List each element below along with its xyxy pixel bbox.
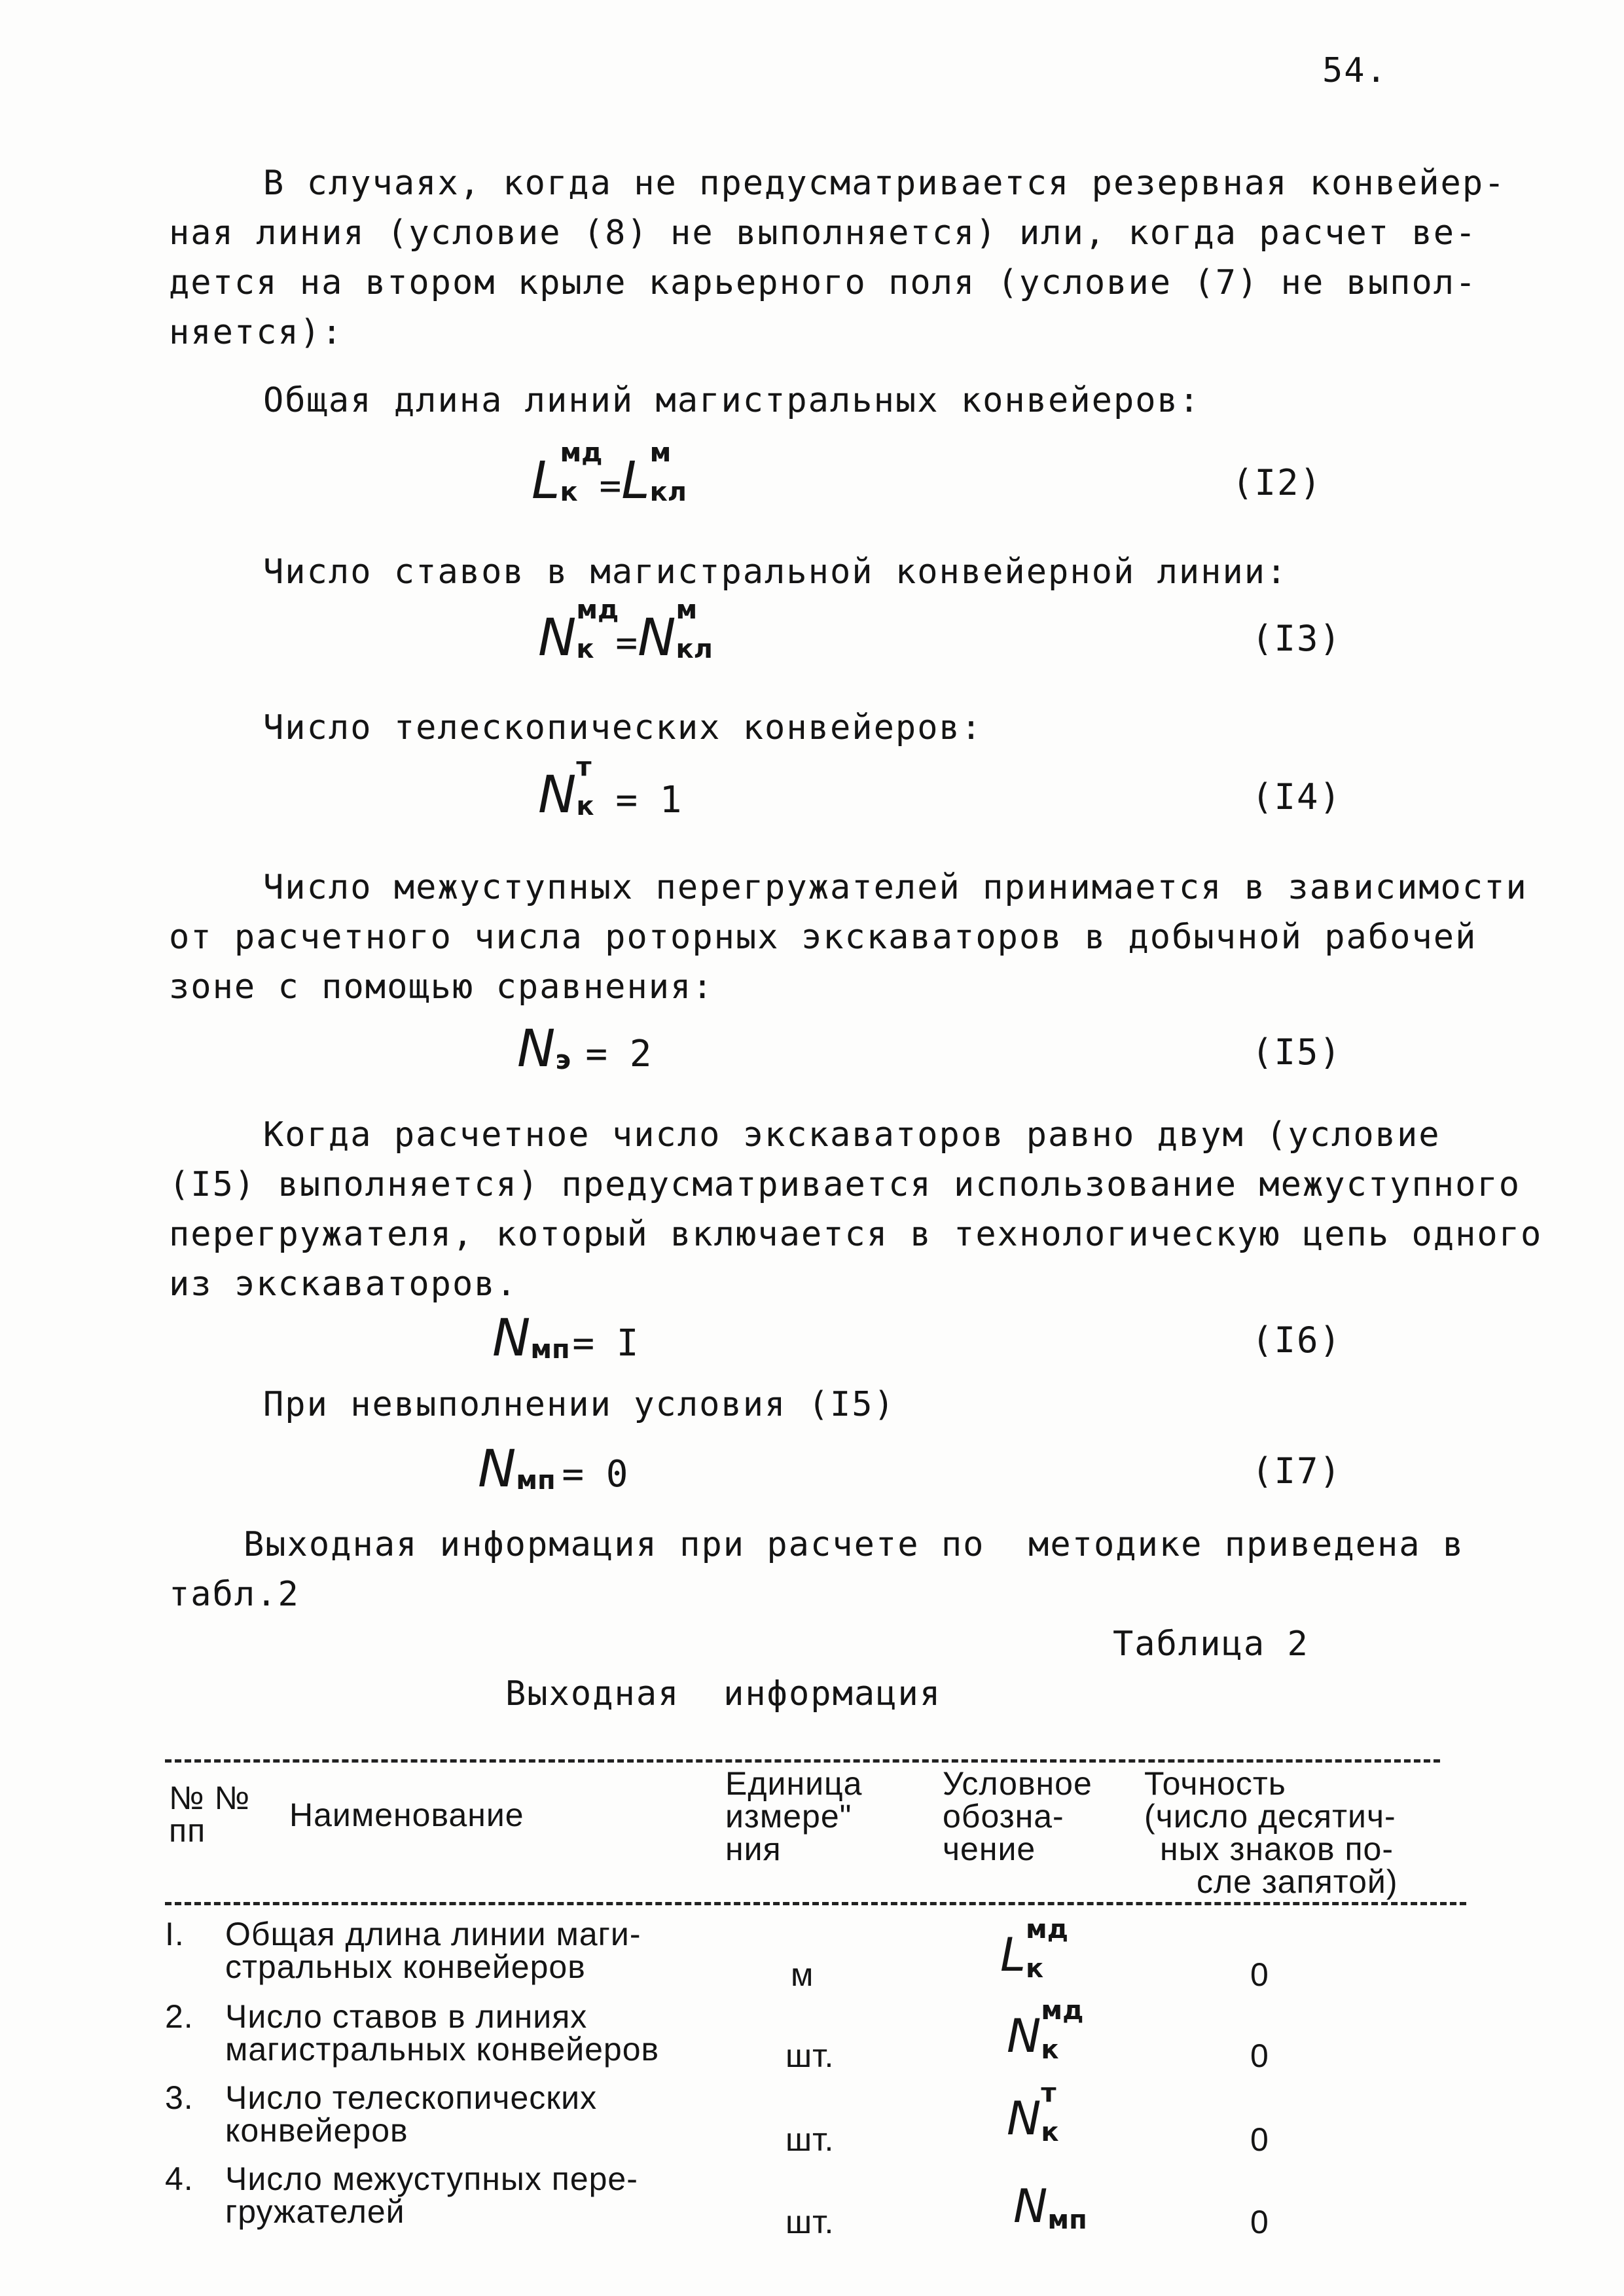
formula-13: N мд к =N м кл <box>538 595 713 668</box>
formula-16: N мп = I <box>492 1309 639 1368</box>
header-precision: Точность <box>1144 1765 1286 1802</box>
header-precision: ных знаков по- <box>1160 1831 1394 1867</box>
header-num: № № <box>169 1780 251 1816</box>
paragraph-line: Когда расчетное число экскаваторов равно двум (условие <box>263 1115 1441 1155</box>
header-num: пп <box>169 1812 206 1849</box>
paragraph-line: зоне с помощью сравнения: <box>169 967 714 1007</box>
header-unit: измере" <box>725 1798 852 1835</box>
paragraph-line: табл.2 <box>169 1575 300 1614</box>
paragraph-line: Число ставов в магистральной конвейерной линии: <box>263 552 1288 592</box>
equation-number: (I4) <box>1252 776 1343 817</box>
header-unit: ния <box>725 1831 782 1867</box>
row-name: магистральных конвейеров <box>225 2031 660 2068</box>
row-precision: 0 <box>1250 2204 1269 2240</box>
table-top-rule <box>165 1759 1440 1763</box>
paragraph-line: ная линия (условие (8) не выполняется) или, когда расчет ве- <box>169 213 1477 253</box>
header-precision: сле запятой) <box>1197 1863 1398 1900</box>
paragraph-line: Общая длина линий магистральных конвейеров: <box>263 381 1201 420</box>
paragraph-line: из экскаваторов. <box>169 1265 518 1304</box>
paragraph-line: няется): <box>169 313 344 352</box>
table-header-rule <box>165 1902 1466 1905</box>
header-symbol: обозна- <box>943 1798 1064 1835</box>
row-name: гружателей <box>225 2193 405 2230</box>
equation-number: (I5) <box>1252 1031 1343 1073</box>
formula-14: N т к = 1 <box>538 752 682 825</box>
header-unit: Единица <box>725 1765 863 1802</box>
row-symbol: N мд к <box>1007 1996 1084 2065</box>
row-name: конвейеров <box>225 2112 408 2149</box>
row-symbol: N мп <box>1013 2179 1087 2235</box>
header-symbol: Условное <box>943 1765 1092 1802</box>
paragraph-line: При невыполнении условия (I5) <box>263 1385 895 1424</box>
header-symbol: чение <box>943 1831 1036 1867</box>
paragraph-line: дется на втором крыле карьерного поля (условие (7) не выпол- <box>169 263 1477 302</box>
formula-17: N мп = 0 <box>478 1440 628 1499</box>
row-number: 2. <box>165 1998 194 2035</box>
row-precision: 0 <box>1250 1956 1269 1993</box>
equation-number: (I3) <box>1252 618 1343 659</box>
equation-number: (I6) <box>1252 1319 1343 1361</box>
table-label: Таблица 2 <box>1113 1624 1309 1664</box>
paragraph-line: от расчетного числа роторных экскаваторов в добычной рабочей <box>169 918 1477 957</box>
row-unit: м <box>791 1956 814 1993</box>
header-name: Наименование <box>289 1797 524 1833</box>
row-precision: 0 <box>1250 2121 1269 2158</box>
row-symbol: L мд к <box>1000 1914 1068 1984</box>
table-title: Выходная информация <box>505 1674 942 1713</box>
paragraph-line: перегружателя, который включается в технологическую цепь одного <box>169 1215 1543 1254</box>
equation-number: (I2) <box>1232 462 1323 503</box>
paragraph-line: Число телескопических конвейеров: <box>263 708 983 747</box>
row-symbol: N т к <box>1007 2078 1059 2147</box>
row-unit: шт. <box>785 2037 835 2074</box>
paragraph-line: Число межуступных перегружателей принимается в зависимости <box>263 868 1528 907</box>
formula-12: L мд к =L м кл <box>532 438 687 511</box>
paragraph-line: В случаях, когда не предусматривается резервная конвейер- <box>263 164 1506 203</box>
row-name: Число межуступных пере- <box>225 2161 638 2197</box>
equation-number: (I7) <box>1252 1450 1343 1492</box>
row-name: стральных конвейеров <box>225 1948 586 1985</box>
row-unit: шт. <box>785 2121 835 2158</box>
row-name: Число ставов в линиях <box>225 1998 588 2035</box>
paragraph-line: Выходная информация при расчете по методике приведена в <box>244 1525 1465 1564</box>
formula-15: N э = 2 <box>517 1020 652 1079</box>
page-number: 54. <box>1322 51 1388 90</box>
row-name: Общая длина линии маги- <box>225 1916 641 1952</box>
paragraph-line: (I5) выполняется) предусматривается использование межуступного <box>169 1165 1521 1204</box>
header-precision: (число десятич- <box>1144 1798 1396 1835</box>
row-number: I. <box>165 1916 185 1952</box>
row-precision: 0 <box>1250 2037 1269 2074</box>
row-number: 3. <box>165 2079 194 2116</box>
row-name: Число телескопических <box>225 2079 598 2116</box>
row-number: 4. <box>165 2161 194 2197</box>
row-unit: шт. <box>785 2204 835 2240</box>
